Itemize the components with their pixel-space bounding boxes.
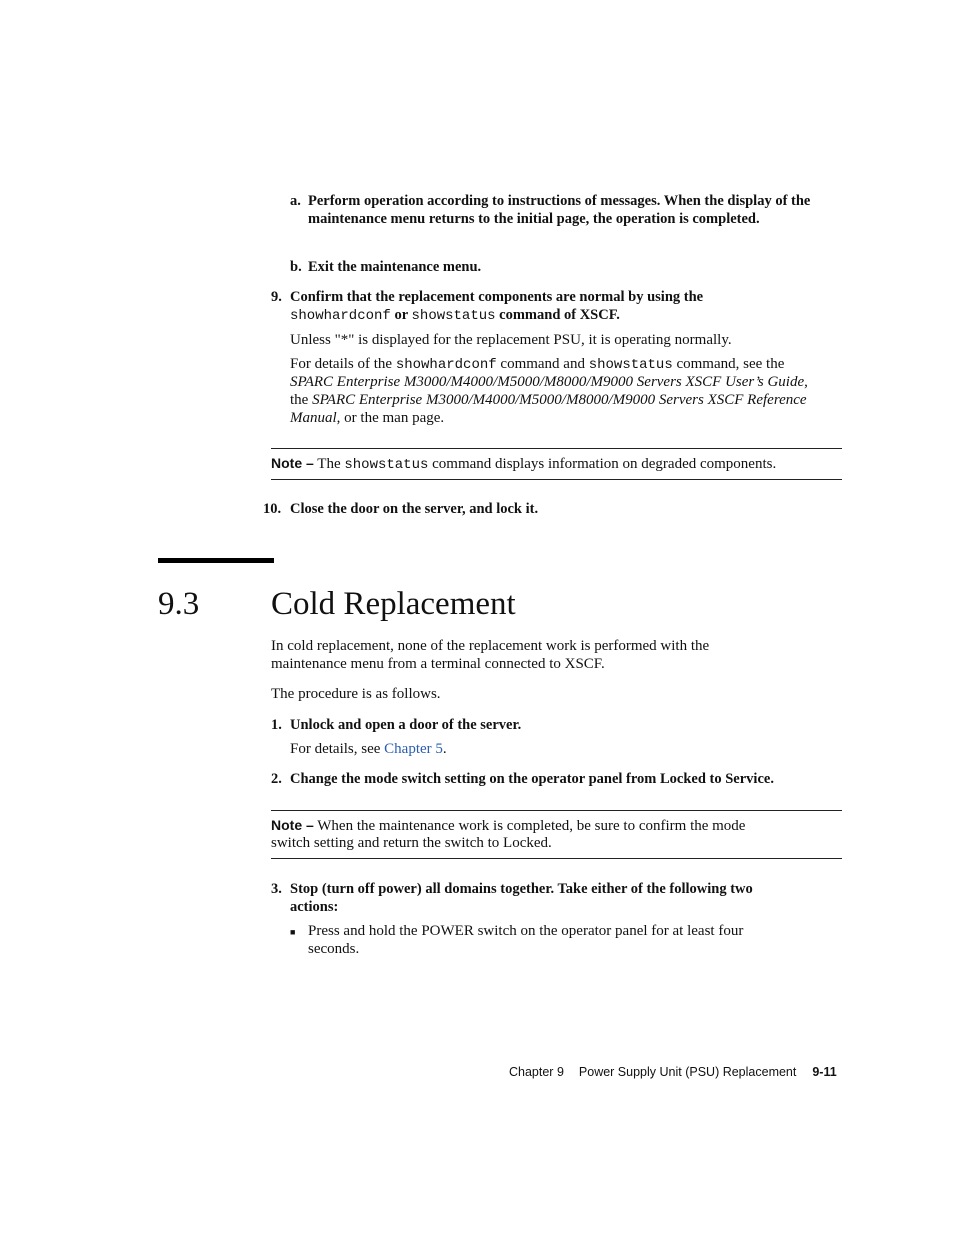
intro-paragraph-2: The procedure is as follows.	[271, 686, 441, 702]
step3-line2: actions:	[290, 899, 339, 915]
footer-chapter: Chapter 9	[509, 1065, 564, 1079]
note1	[271, 454, 776, 474]
step9-paragraph-2-line3	[290, 391, 807, 409]
step10-marker: 10.	[263, 501, 282, 517]
footer-title: Power Supply Unit (PSU) Replacement	[578, 1065, 797, 1079]
step3-marker: 3.	[271, 881, 282, 897]
step3-line1: Stop (turn off power) all domains together. Take either of the following two	[290, 881, 753, 897]
text-run: ,	[804, 374, 808, 390]
text-run: For details, see	[290, 741, 385, 757]
step9-cmd-showhardconf: showhardconf	[290, 308, 391, 324]
step1-text: Unlock and open a door of the server.	[290, 717, 522, 733]
chapter-5-link[interactable]: Chapter 5	[384, 741, 443, 757]
step9-tail: command of XSCF.	[495, 307, 620, 323]
step9-marker: 9.	[271, 289, 282, 305]
book-title-reference-manual-cont: Manual	[290, 410, 337, 426]
note2-line2: switch setting and return the switch to Locked.	[271, 835, 552, 851]
intro-paragraph-1-line2: maintenance menu from a terminal connected to XSCF.	[271, 656, 605, 672]
step9-cmd-showstatus: showstatus	[411, 308, 496, 324]
section-number: 9.3	[158, 586, 200, 622]
page-footer	[509, 1064, 837, 1080]
note1-bottom-rule	[271, 479, 842, 480]
cmd-showstatus: showstatus	[588, 357, 673, 373]
step9-paragraph-2-line4	[290, 409, 444, 427]
text-run: command displays information on degraded components.	[428, 456, 777, 472]
step2-marker: 2.	[271, 771, 282, 787]
note1-cmd-showstatus: showstatus	[344, 457, 429, 473]
step10-text: Close the door on the server, and lock it.	[290, 501, 539, 517]
substep-a-text: Perform operation according to instructions of messages. When the display of the maintenance menu returns to the initial page, the operation is completed.	[308, 193, 811, 227]
note2-top-rule	[271, 810, 842, 811]
substep-a-marker: a.	[290, 193, 301, 209]
step9-paragraph-2-line2	[290, 373, 808, 391]
book-title-reference-manual: SPARC Enterprise M3000/M4000/M5000/M8000/M9000 Servers XSCF Reference	[312, 392, 807, 408]
step9-paragraph-1: Unless "*" is displayed for the replacement PSU, it is operating normally.	[290, 332, 732, 348]
note2-label: Note –	[271, 817, 314, 833]
book-title-users-guide: SPARC Enterprise M3000/M4000/M5000/M8000/M9000 Servers XSCF User’s Guide	[290, 374, 805, 390]
step9-command-line	[290, 306, 620, 325]
text-run: For details of the	[290, 356, 396, 372]
section-heading-bar	[158, 558, 274, 563]
substep-b-text: Exit the maintenance menu.	[308, 259, 482, 275]
section-title: Cold Replacement	[271, 586, 516, 622]
text-run: .	[442, 741, 447, 757]
step9-paragraph-2-line1	[290, 355, 784, 374]
text-run: command and	[496, 356, 589, 372]
step9-lead: Confirm that the replacement components are normal by using the	[290, 289, 704, 305]
step1-detail	[290, 740, 447, 758]
text-run: The	[313, 456, 345, 472]
bullet-square-icon: ■	[290, 927, 296, 937]
step1-marker: 1.	[271, 717, 282, 733]
step3-bullet-line2: seconds.	[308, 941, 360, 957]
footer-page-number: 9-11	[812, 1065, 837, 1079]
text-run: the	[290, 392, 313, 408]
note2-line1	[271, 816, 745, 835]
note1-top-rule	[271, 448, 842, 449]
substep-b-marker: b.	[290, 259, 302, 275]
step3-bullet-line1: Press and hold the POWER switch on the operator panel for at least four	[308, 923, 744, 939]
note1-label: Note –	[271, 455, 314, 471]
step2-text: Change the mode switch setting on the operator panel from Locked to Service.	[290, 771, 774, 787]
text-run: command, see the	[672, 356, 785, 372]
cmd-showhardconf: showhardconf	[395, 357, 497, 373]
intro-paragraph-1-line1: In cold replacement, none of the replacement work is performed with the	[271, 638, 710, 654]
step9-or: or	[390, 307, 412, 323]
text-run: , or the man page.	[336, 410, 445, 426]
text-run: When the maintenance work is completed, be sure to confirm the mode	[313, 818, 746, 834]
note2-bottom-rule	[271, 858, 842, 859]
